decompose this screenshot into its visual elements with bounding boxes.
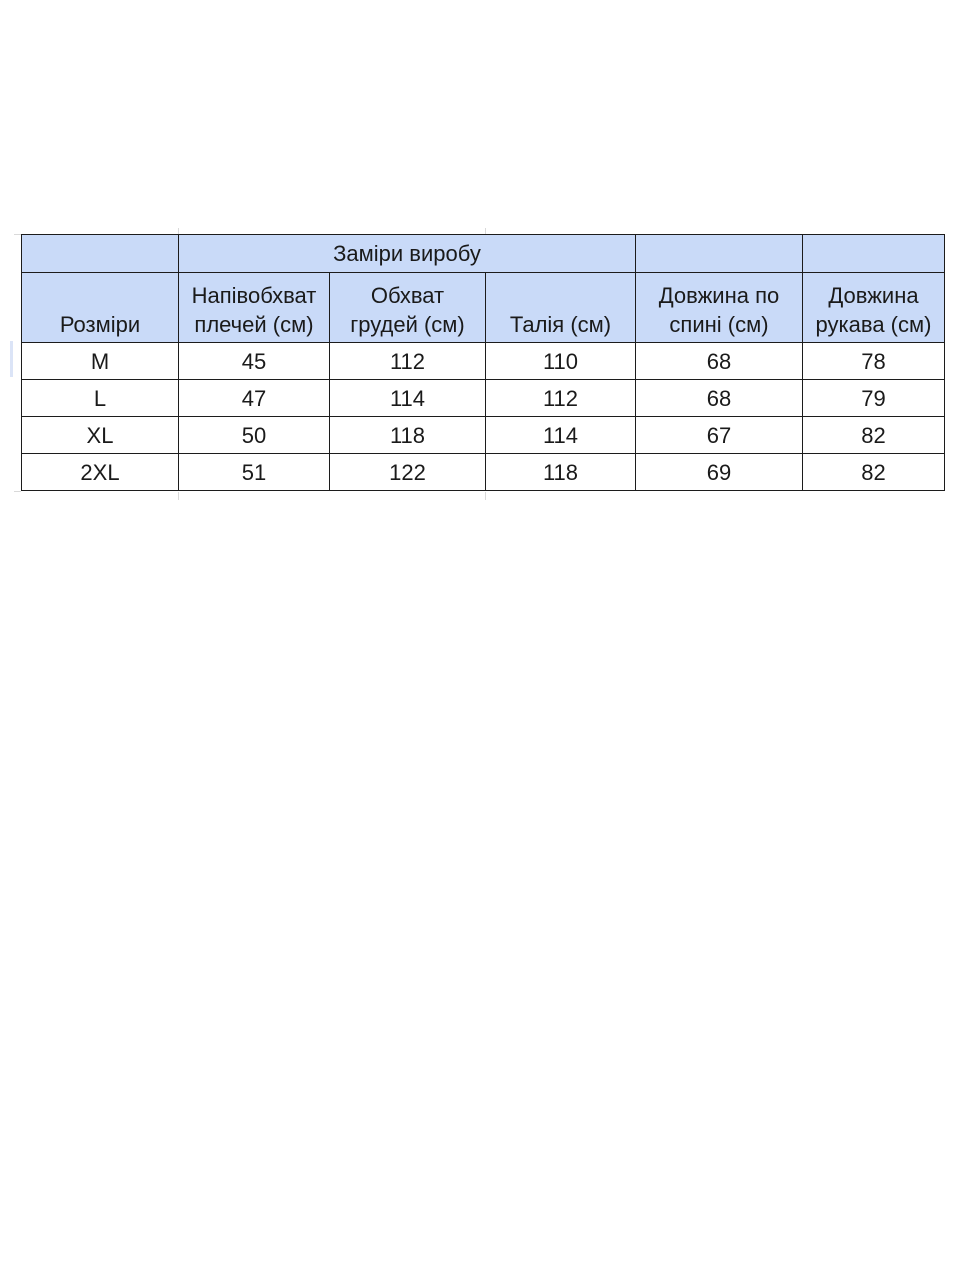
header-shoulders <box>179 273 330 343</box>
size-cell: L <box>22 380 179 417</box>
header-waist <box>486 273 636 343</box>
table-cell: 47 <box>179 380 330 417</box>
table-cell: 114 <box>486 417 636 454</box>
table-row <box>22 454 945 491</box>
header-sizes <box>22 273 179 343</box>
gridline-remnant <box>485 492 486 500</box>
table-cell: 112 <box>486 380 636 417</box>
table-cell: 78 <box>803 343 945 380</box>
table-cell: 50 <box>179 417 330 454</box>
table-cell: 114 <box>330 380 486 417</box>
gridline-remnant <box>178 492 179 500</box>
row-selection-marker <box>10 341 13 377</box>
table-cell: 82 <box>803 454 945 491</box>
table-cell: 112 <box>330 343 486 380</box>
table-cell: 69 <box>636 454 803 491</box>
table-cell: 110 <box>486 343 636 380</box>
table-row <box>22 343 945 380</box>
header-group-row <box>22 235 945 273</box>
table-cell: 118 <box>486 454 636 491</box>
size-cell: 2XL <box>22 454 179 491</box>
header-empty-cell <box>803 235 945 273</box>
table-cell: 51 <box>179 454 330 491</box>
size-chart-table <box>21 234 945 491</box>
header-empty-cell <box>636 235 803 273</box>
table-row <box>22 380 945 417</box>
gridline-remnant <box>14 234 21 235</box>
gridline-remnant <box>14 491 21 492</box>
size-cell: XL <box>22 417 179 454</box>
header-label: Довжина рукава (см) <box>815 283 932 337</box>
header-label: Розміри <box>59 312 141 337</box>
header-sleeve-length <box>803 273 945 343</box>
header-chest <box>330 273 486 343</box>
header-empty-cell <box>22 235 179 273</box>
header-back-length <box>636 273 803 343</box>
size-cell: M <box>22 343 179 380</box>
group-title-cell <box>179 235 636 273</box>
table-cell: 79 <box>803 380 945 417</box>
table-cell: 68 <box>636 343 803 380</box>
table-cell: 118 <box>330 417 486 454</box>
header-label: Обхват грудей (см) <box>350 283 465 337</box>
table-row <box>22 417 945 454</box>
header-label: Довжина по спині (см) <box>658 283 780 337</box>
header-label: Талія (см) <box>509 312 612 337</box>
table-cell: 122 <box>330 454 486 491</box>
table-cell: 45 <box>179 343 330 380</box>
header-row <box>22 273 945 343</box>
group-title: Заміри виробу <box>333 241 481 266</box>
table-cell: 82 <box>803 417 945 454</box>
header-label: Напівобхват плечей (см) <box>191 283 317 337</box>
table-cell: 68 <box>636 380 803 417</box>
table-cell: 67 <box>636 417 803 454</box>
